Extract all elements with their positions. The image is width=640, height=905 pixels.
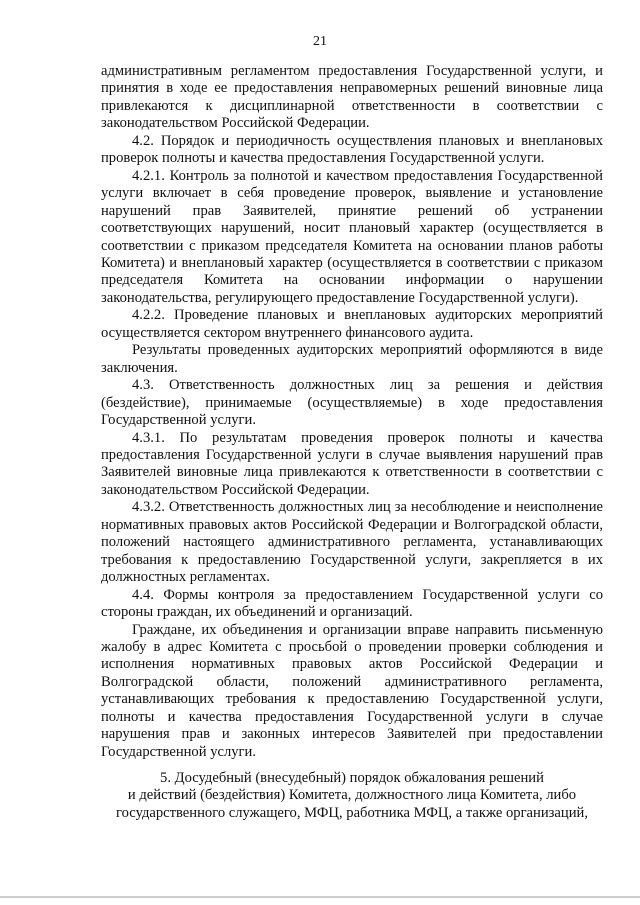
paragraph-4-2: 4.2. Порядок и периодичность осуществления плановых и внеплановых проверок полноты и качества предоставления Государственной услуги. <box>101 132 603 167</box>
paragraph-4-3-2: 4.3.2. Ответственность должностных лиц за несоблюдение и неисполнение нормативных правовых актов Российской Федерации и Волгоградской области, положений настоящего административного регламента, устанавливающих требования к предоставлению Государственной услуги, закрепляется в их должностных регламентах. <box>101 499 603 586</box>
paragraph-4-3-1: 4.3.1. По результатам проведения проверок полноты и качества предоставления Государственной услуги в случае выявления нарушений прав Заявителей виновные лица привлекаются к ответственности в соответствии с законодательством Российской Федерации. <box>101 429 603 498</box>
paragraph-citizens-complaint: Граждане, их объединения и организации вправе направить письменную жалобу в адрес Комитета с просьбой о проведении проверки соблюдения и исполнения нормативных правовых актов Российской Федерации и Волгоградской области, положений административного регламента, устанавливающих требования к предоставлению Государственной услуги, полноты и качества предоставления Государственной услуги в случае нарушения прав и законных интересов Заявителей при предоставлении Государственной услуги. <box>101 621 603 760</box>
paragraph-4-3: 4.3. Ответственность должностных лиц за решения и действия (бездействие), принимаемые (осуществляемые) в ходе предоставления Государственной услуги. <box>101 377 603 429</box>
paragraph-continuation: административным регламентом предоставления Государственной услуги, и принятия в ходе ее предоставления неправомерных решений виновные лица привлекаются к дисциплинарной ответственности в соответствии с законодательством Российской Федерации. <box>101 63 603 132</box>
paragraph-audit-results: Результаты проведенных аудиторских мероприятий оформляются в виде заключения. <box>101 342 603 376</box>
section-title-line: государственного служащего, МФЦ, работника МФЦ, а также организаций, <box>116 804 588 821</box>
section-5-title <box>96 770 608 822</box>
section-title-line: 5. Досудебный (внесудебный) порядок обжалования решений <box>160 770 544 786</box>
paragraph-4-4: 4.4. Формы контроля за предоставлением Государственной услуги со стороны граждан, их объединений и организаций. <box>101 586 603 621</box>
paragraph-4-2-2: 4.2.2. Проведение плановых и внеплановых аудиторских мероприятий осуществляется сектором внутреннего финансового аудита. <box>101 307 603 341</box>
scan-bottom-edge <box>0 896 640 898</box>
page-number: 21 <box>313 34 327 49</box>
paragraph-4-2-1: 4.2.1. Контроль за полнотой и качеством предоставления Государственной услуги включает в себя проведение проверок, выявление и установление нарушений прав Заявителей, принятие решений об устранении соответствующих нарушений, носит плановый характер (осуществляется в соответствии с приказом председателя Комитета на основании планов работы Комитета) и внеплановый характер (осуществляется в соответствии с приказом председателя Комитета на основании информации о нарушении законодательства, регулирующего предоставление Государственной услуги). <box>101 167 603 306</box>
document-body <box>101 63 603 761</box>
section-title-line: и действий (бездействия) Комитета, должностного лица Комитета, либо <box>127 787 577 804</box>
